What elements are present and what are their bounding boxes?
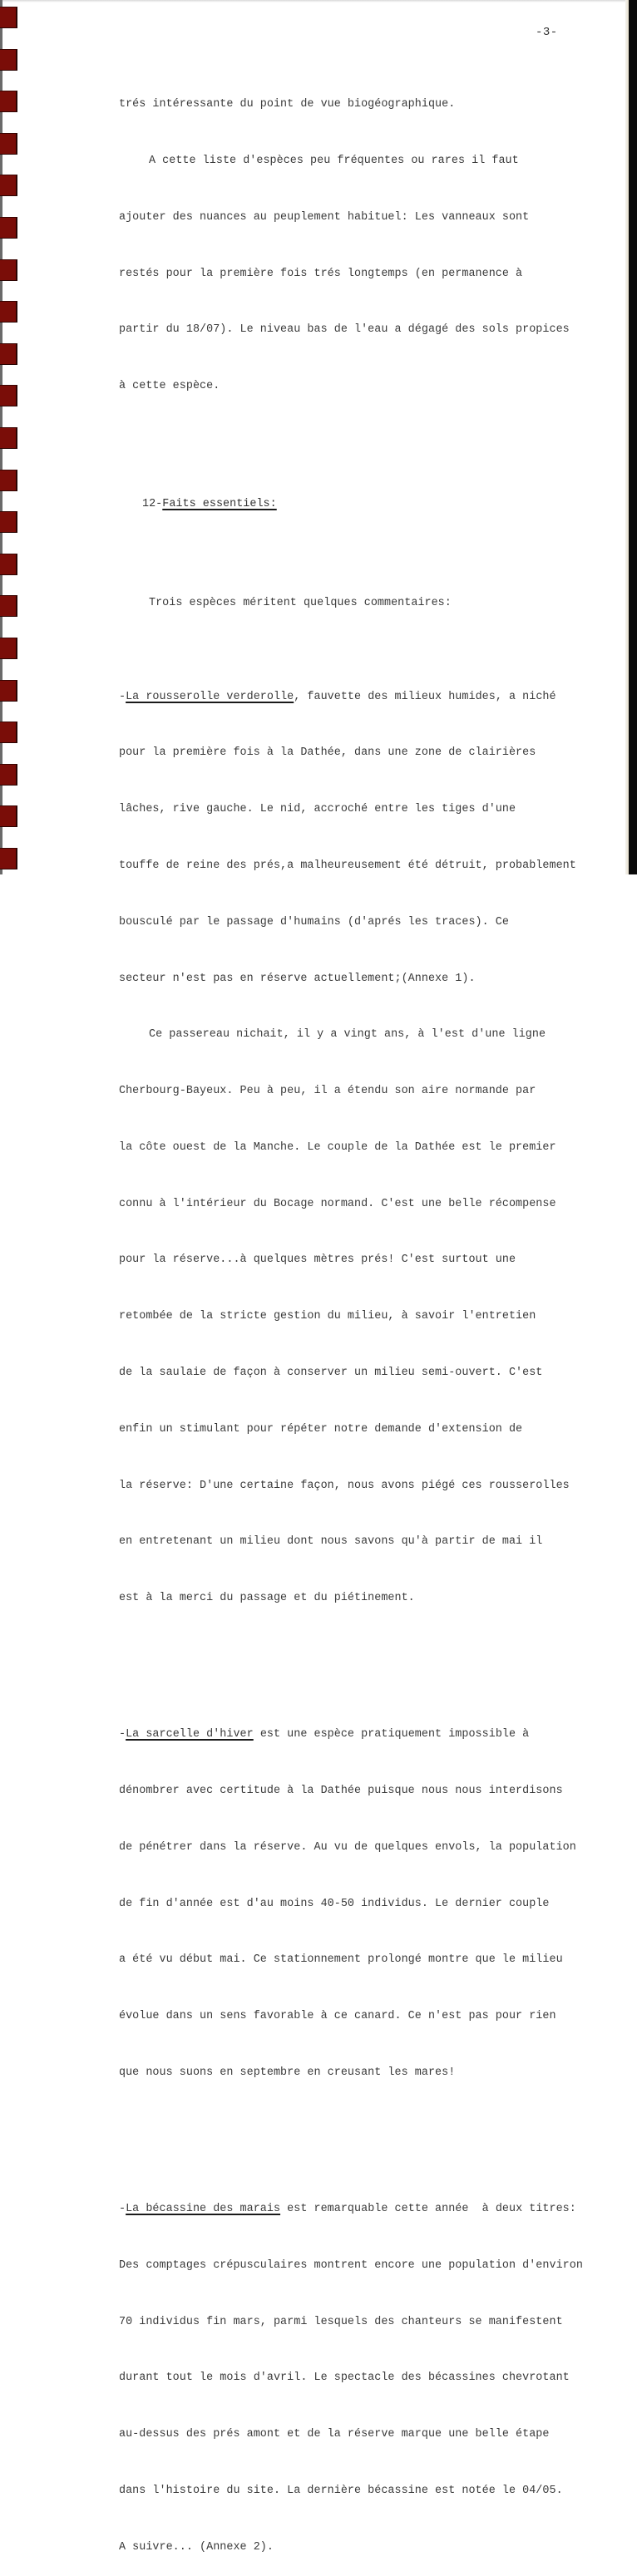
text-line: durant tout le mois d'avril. Le spectacle des bécassines chevrotant [119,2372,570,2385]
text-line: pour la première fois à la Dathée, dans une zone de clairières [119,746,536,760]
binding-rung [0,848,17,869]
page-number: -3- [536,26,558,39]
binding-rung [0,470,17,491]
species-name: La sarcelle d'hiver [126,1728,254,1741]
text-line: la côte ouest de la Manche. Le couple de la Dathée est le premier [119,1140,556,1154]
binding-rung [0,595,17,617]
text-line: lâches, rive gauche. Le nid, accroché entre les tiges d'une [119,803,516,816]
text-line: de pénétrer dans la réserve. Au vu de quelques envols, la population [119,1840,576,1854]
text-line: dénombrer avec certitude à la Dathée puisque nous nous interdisons [119,1785,563,1798]
text-line: retombée de la stricte gestion du milieu, à savoir l'entretien [119,1310,536,1323]
binding-rung [0,343,17,365]
binding-rung [0,385,17,406]
binding-rung [0,91,17,112]
binding-rung [0,554,17,575]
text-line: en entretenant un milieu dont nous savons qu'à partir de mai il [119,1535,543,1549]
binding-rung [0,301,17,323]
text-line: de fin d'année est d'au moins 40-50 individus. Le dernier couple [119,1897,550,1910]
text-line: trés intéressante du point de vue biogéographique. [119,98,456,111]
text-line: connu à l'intérieur du Bocage normand. C'est une belle récompense [119,1197,556,1210]
text-line: Des comptages crépusculaires montrent encore une population d'environ [119,2258,583,2272]
binding-rung [0,427,17,449]
text-line: la réserve: D'une certaine façon, nous avons piégé ces rousserolles [119,1479,570,1492]
text-line: touffe de reine des prés,a malheureusement été détruit, probablement [119,859,576,872]
text-line: enfin un stimulant pour répéter notre demande d'extension de [119,1422,523,1436]
binding-rung [0,175,17,196]
binding-rung [0,638,17,659]
binding-rung [0,511,17,533]
text-line: au-dessus des prés amont et de la réserve marque une belle étape [119,2428,550,2441]
text-line: secteur n'est pas en réserve actuellement;(Annexe 1). [119,972,476,985]
scan-top-shadow [0,0,637,2]
text-fragment: , fauvette des milieux humides, a niché [294,690,556,703]
binding-rung [0,7,17,28]
text-line: partir du 18/07). Le niveau bas de l'eau a dégagé des sols propices [119,323,570,337]
section-intro: Trois espèces méritent quelques commentaires: [149,596,452,609]
text-line: évolue dans un sens favorable à ce canard. Ce n'est pas pour rien [119,2010,556,2023]
text-line: A cette liste d'espèces peu fréquentes ou rares il faut [149,154,519,167]
species-heading-line: -La sarcelle d'hiver est une espèce pratiquement impossible à [119,1728,530,1741]
binding-rung [0,722,17,743]
document-body [119,58,618,2576]
binding-rung [0,133,17,155]
text-fragment: est une espèce pratiquement impossible à [253,1728,530,1741]
text-line: de la saulaie de façon à conserver un milieu semi-ouvert. C'est [119,1366,543,1379]
binding-rung [0,259,17,281]
text-line: dans l'histoire du site. La dernière bécassine est notée le 04/05. [119,2485,563,2497]
section-heading [119,495,618,515]
text-fragment: est remarquable cette année à deux titres: [280,2203,576,2216]
text-line: Ce passereau nichait, il y a vingt ans, à l'est d'une ligne [149,1028,546,1042]
species-heading-line: -La rousserolle verderolle, fauvette des milieux humides, a niché [119,690,556,703]
text-line: que nous suons en septembre en creusant les mares! [119,2066,456,2079]
species-name: La rousserolle verderolle [126,690,294,703]
text-line: a été vu début mai. Ce stationnement prolongé montre que le milieu [119,1953,563,1967]
text-line: restés pour la première fois trés longtemps (en permanence à [119,267,523,280]
species-heading-line: -La bécassine des marais est remarquable cette année à deux titres: [119,2203,576,2216]
binding-rung [0,805,17,827]
text-line: à cette espèce. [119,380,220,393]
section-number: 12- [142,497,163,510]
text-line: Cherbourg-Bayeux. Peu à peu, il a étendu son aire normande par [119,1085,536,1098]
binding-rung [0,49,17,71]
text-line: est à la merci du passage et du piétinement. [119,1592,415,1605]
binding-rung [0,764,17,786]
text-line: bousculé par le passage d'humains (d'aprés les traces). Ce [119,915,509,928]
binding-rung [0,680,17,702]
text-line: A suivre... (Annexe 2). [119,2540,274,2554]
scan-border [629,0,637,874]
text-line: pour la réserve...à quelques mètres prés! C'est surtout une [119,1254,516,1267]
binding-rung [0,217,17,239]
species-name: La bécassine des marais [126,2203,281,2216]
section-title: Faits essentiels: [162,497,277,510]
text-line: ajouter des nuances au peuplement habituel: Les vanneaux sont [119,210,530,224]
text-line: 70 individus fin mars, parmi lesquels des chanteurs se manifestent [119,2315,563,2328]
